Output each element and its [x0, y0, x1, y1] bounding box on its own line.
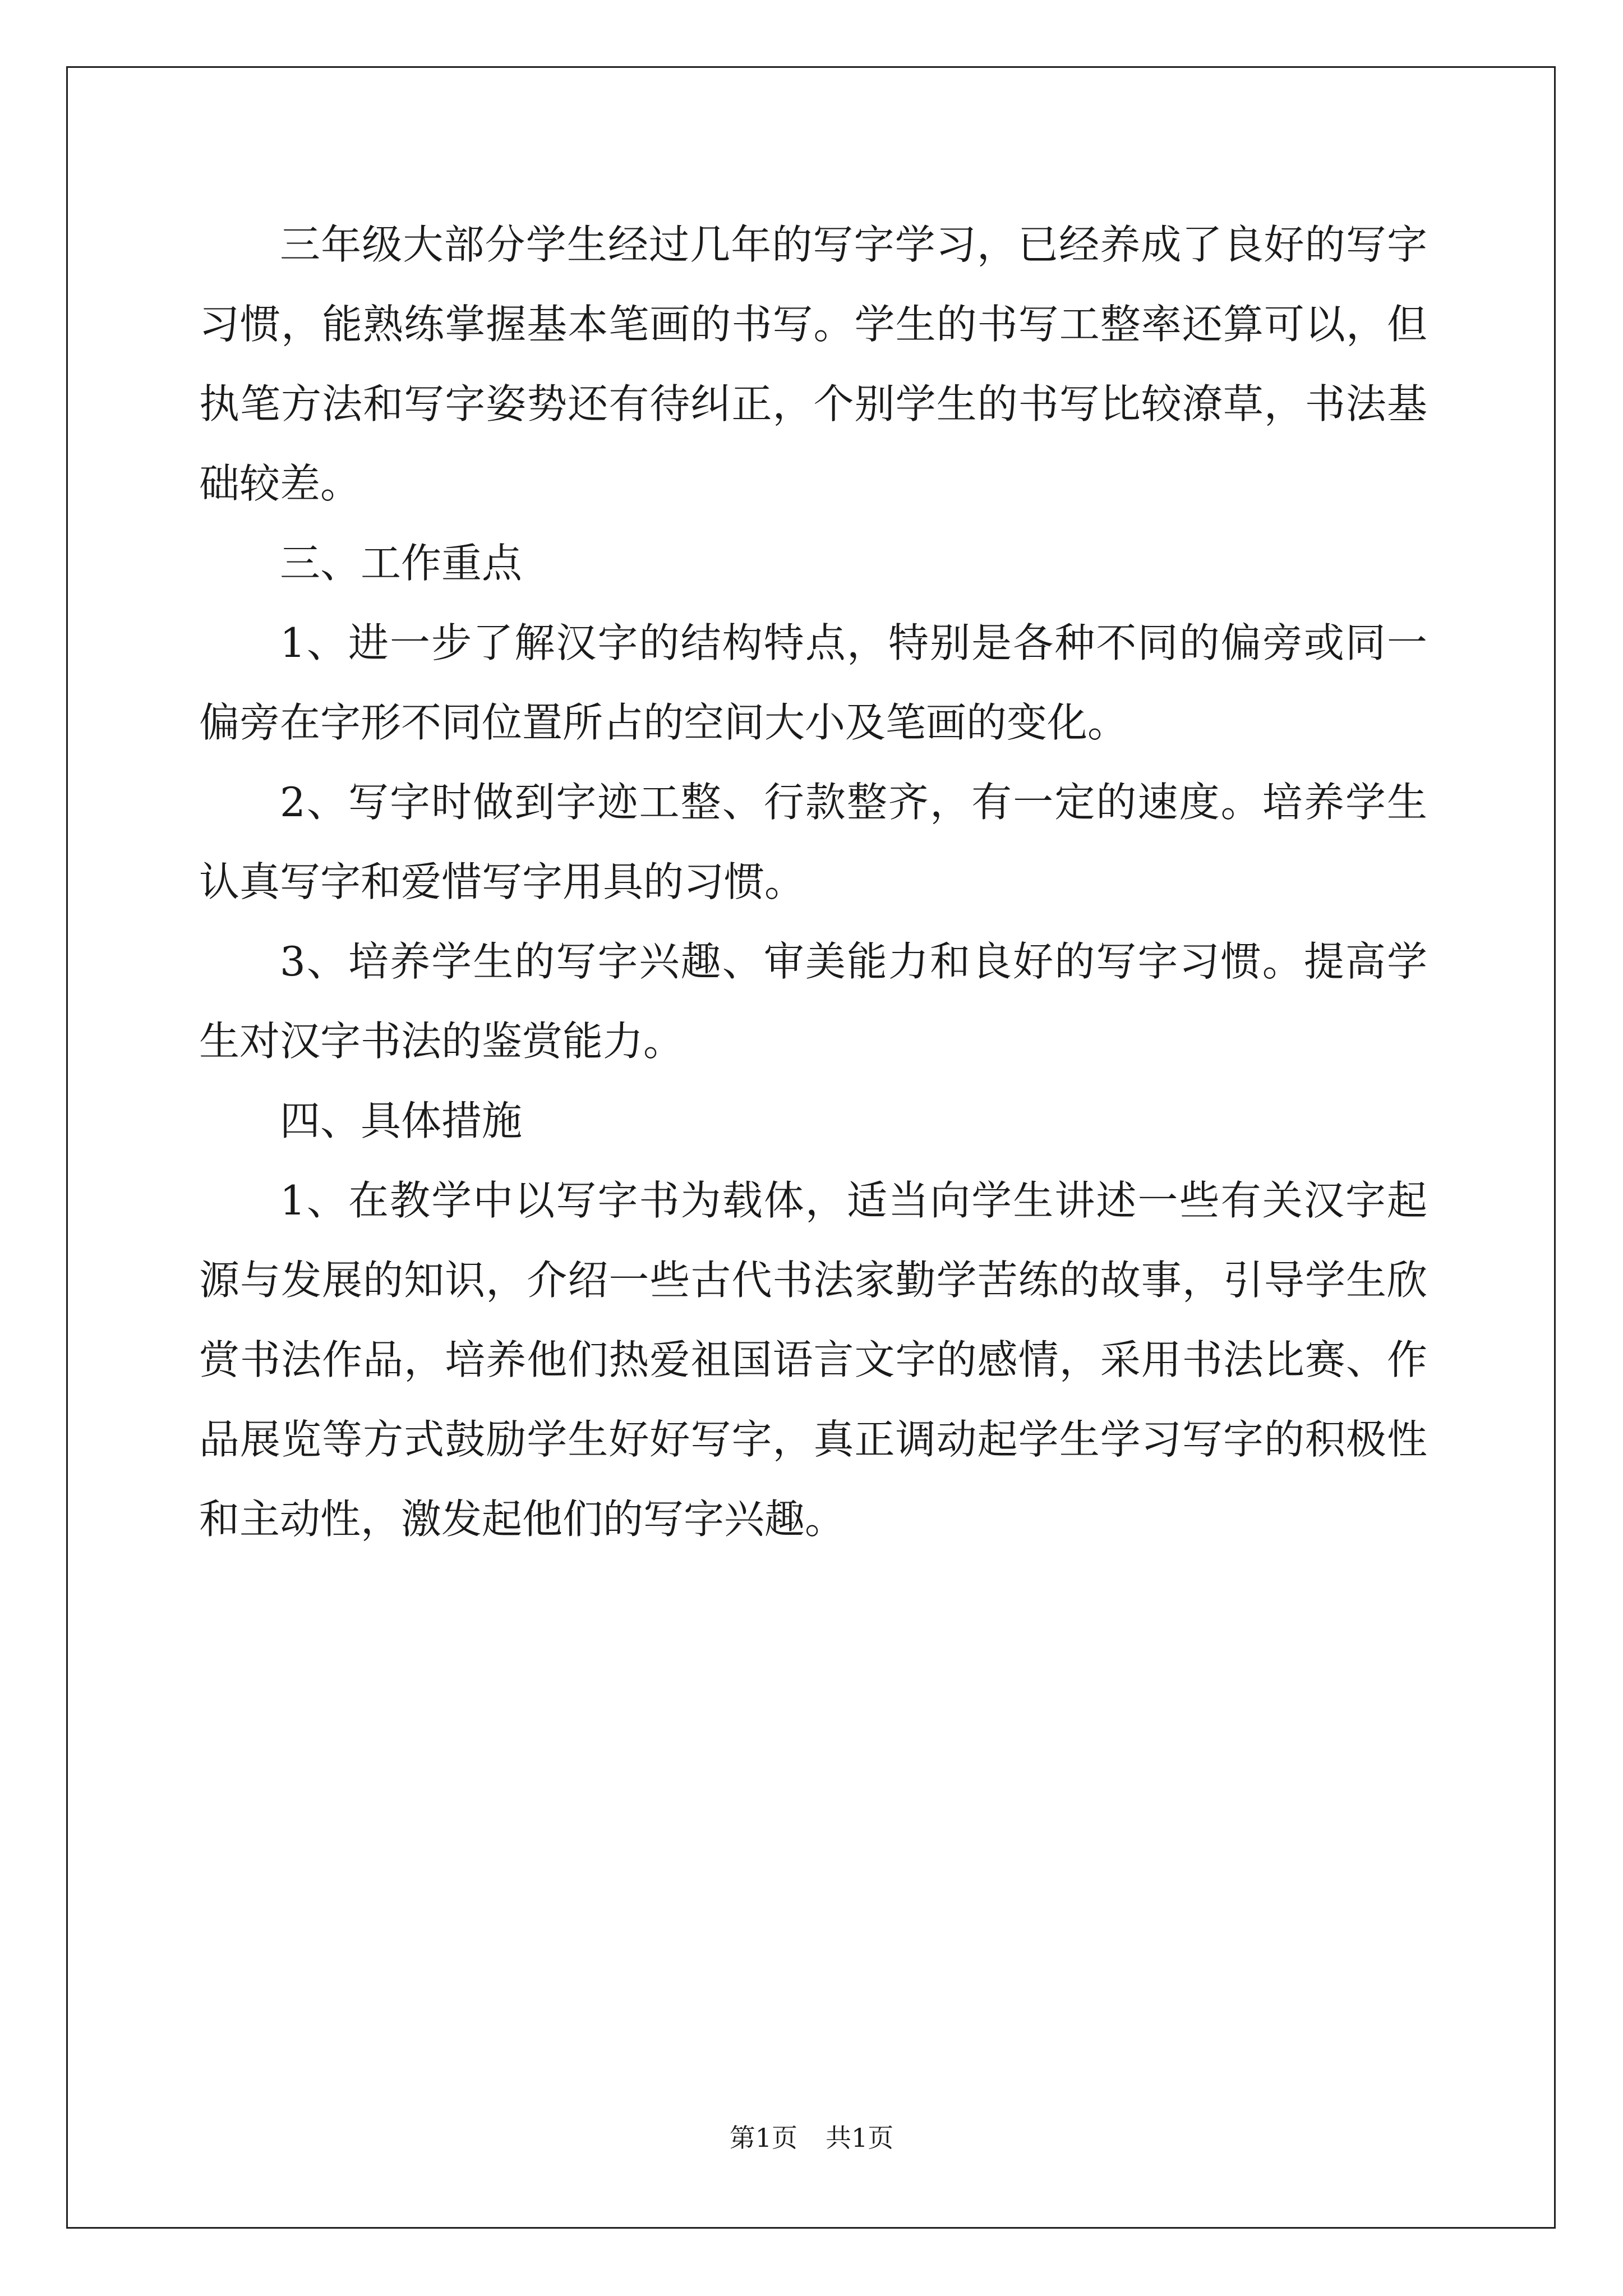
document-body	[199, 205, 1427, 1559]
paragraph-focus-1: 1、进一步了解汉字的结构特点，特别是各种不同的偏旁或同一偏旁在字形不同位置所占的空间大小及笔画的变化。	[199, 619, 1427, 746]
heading-work-focus: 三、工作重点	[280, 540, 523, 587]
paragraph-focus-3: 3、培养学生的写字兴趣、审美能力和良好的写字习惯。提高学生对汉字书法的鉴赏能力。	[199, 938, 1427, 1065]
page-total: 共1页	[826, 2123, 894, 2153]
paragraph-focus-2: 2、写字时做到字迹工整、行款整齐，有一定的速度。培养学生认真写字和爱惜写字用具的习惯。	[199, 779, 1427, 905]
heading-measures: 四、具体措施	[280, 1097, 523, 1144]
page-number: 第1页	[729, 2123, 797, 2153]
paragraph-measure-1: 1、在教学中以写字书为载体，适当向学生讲述一些有关汉字起源与发展的知识，介绍一些古代书法家勤学苦练的故事，引导学生欣赏书法作品，培养他们热爱祖国语言文字的感情，采用书法比赛、作品展览等方式鼓励学生好好写字，真正调动起学生学习写字的积极性和主动性，激发起他们的写字兴趣。	[199, 1177, 1427, 1543]
paragraph-situation: 三年级大部分学生经过几年的写字学习，已经养成了良好的写字习惯，能熟练掌握基本笔画的书写。学生的书写工整率还算可以，但执笔方法和写字姿势还有待纠正，个别学生的书写比较潦草，书法基础较差。	[199, 221, 1427, 507]
page-footer	[0, 2118, 1623, 2155]
